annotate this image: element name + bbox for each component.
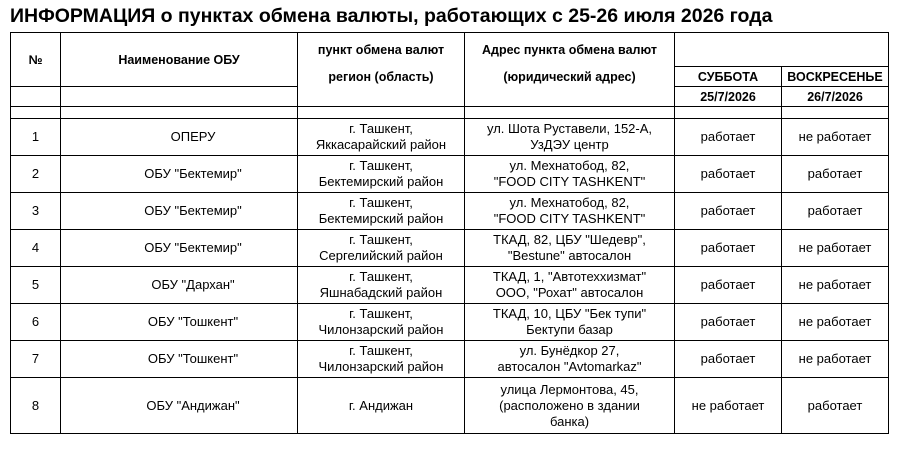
address-cell bbox=[465, 378, 675, 434]
region-cell-line: Бектемирский район bbox=[318, 174, 444, 189]
header-region-line2: регион (область) bbox=[298, 67, 465, 87]
sunday-status: работает bbox=[782, 378, 889, 434]
region-cell bbox=[298, 230, 465, 267]
row-number: 4 bbox=[11, 230, 61, 267]
saturday-status: работает bbox=[675, 267, 782, 304]
saturday-status: не работает bbox=[675, 378, 782, 434]
address-cell-line: "FOOD CITY TASHKENT" bbox=[493, 211, 646, 226]
header-region-line1: пункт обмена валют bbox=[298, 33, 465, 67]
region-cell-line: Яккасарайский район bbox=[315, 137, 447, 152]
spacer-cell bbox=[61, 107, 298, 119]
header-sunday: ВОСКРЕСЕНЬЕ bbox=[782, 67, 889, 87]
header-name: Наименование ОБУ bbox=[61, 33, 298, 87]
table-row bbox=[11, 267, 889, 304]
region-cell bbox=[298, 341, 465, 378]
spacer-cell bbox=[11, 107, 61, 119]
address-cell-line: ул. Мехнатобод, 82, bbox=[509, 195, 630, 210]
header-name-blank bbox=[61, 87, 298, 107]
address-cell-line: ул. Мехнатобод, 82, bbox=[509, 158, 630, 173]
address-cell-line: ООО, "Рохат" автосалон bbox=[495, 285, 644, 300]
region-cell-line: г. Ташкент, bbox=[349, 121, 413, 136]
row-number: 5 bbox=[11, 267, 61, 304]
header-saturday: СУББОТА bbox=[675, 67, 782, 87]
region-cell-line: Яшнабадский район bbox=[319, 285, 443, 300]
row-number: 7 bbox=[11, 341, 61, 378]
address-cell-line: ул. Шота Руставели, 152-А, bbox=[486, 121, 653, 136]
saturday-status: работает bbox=[675, 119, 782, 156]
row-number: 1 bbox=[11, 119, 61, 156]
address-cell bbox=[465, 230, 675, 267]
address-cell-line: банка) bbox=[549, 413, 590, 429]
address-cell-line: ул. Бунёдкор 27, bbox=[519, 343, 620, 358]
row-number: 8 bbox=[11, 378, 61, 434]
header-sunday-date: 26/7/2026 bbox=[782, 87, 889, 107]
address-cell bbox=[465, 119, 675, 156]
address-cell-line: "Bestune" автосалон bbox=[507, 248, 632, 263]
region-cell-line: Чилонзарский район bbox=[318, 322, 444, 337]
branch-name: ОБУ "Дархан" bbox=[61, 267, 298, 304]
spacer-cell bbox=[782, 107, 889, 119]
table-row bbox=[11, 119, 889, 156]
row-number: 6 bbox=[11, 304, 61, 341]
header-address-line1: Адрес пункта обмена валют bbox=[465, 33, 675, 67]
table-row bbox=[11, 193, 889, 230]
saturday-status: работает bbox=[675, 341, 782, 378]
spacer-cell bbox=[465, 107, 675, 119]
address-cell bbox=[465, 193, 675, 230]
region-cell bbox=[298, 119, 465, 156]
branch-name: ОБУ "Бектемир" bbox=[61, 156, 298, 193]
row-number: 2 bbox=[11, 156, 61, 193]
table-row bbox=[11, 230, 889, 267]
address-cell bbox=[465, 267, 675, 304]
address-cell bbox=[465, 341, 675, 378]
region-cell-line: Сергелийский район bbox=[319, 248, 443, 263]
sunday-status: работает bbox=[782, 156, 889, 193]
address-cell-line: улица Лермонтова, 45, bbox=[500, 381, 639, 397]
address-cell bbox=[465, 304, 675, 341]
branch-name: ОПЕРУ bbox=[61, 119, 298, 156]
address-cell-line: Бектупи базар bbox=[526, 322, 613, 337]
region-cell bbox=[298, 304, 465, 341]
region-cell-line: Чилонзарский район bbox=[318, 359, 444, 374]
header-address-line2: (юридический адрес) bbox=[465, 67, 675, 87]
address-cell bbox=[465, 156, 675, 193]
branch-name: ОБУ "Бектемир" bbox=[61, 230, 298, 267]
table-row bbox=[11, 156, 889, 193]
saturday-status: работает bbox=[675, 230, 782, 267]
region-cell-line: Бектемирский район bbox=[318, 211, 444, 226]
sunday-status: работает bbox=[782, 193, 889, 230]
table-body bbox=[11, 119, 889, 434]
address-cell-line: ТКАД, 1, "Автотеххизмат" bbox=[492, 269, 647, 284]
exchange-points-table bbox=[10, 32, 889, 434]
branch-name: ОБУ "Бектемир" bbox=[61, 193, 298, 230]
region-cell-line: г. Ташкент, bbox=[349, 158, 413, 173]
table-row bbox=[11, 304, 889, 341]
region-cell bbox=[298, 156, 465, 193]
row-number: 3 bbox=[11, 193, 61, 230]
sunday-status: не работает bbox=[782, 119, 889, 156]
saturday-status: работает bbox=[675, 156, 782, 193]
region-cell-line: г. Ташкент, bbox=[349, 269, 413, 284]
address-cell-line: (расположено в здании bbox=[499, 397, 640, 413]
spacer-cell bbox=[675, 107, 782, 119]
region-cell-line: г. Ташкент, bbox=[349, 195, 413, 210]
address-cell-line: автосалон "Avtomarkaz" bbox=[497, 359, 642, 374]
table-row bbox=[11, 378, 889, 434]
sunday-status: не работает bbox=[782, 341, 889, 378]
header-saturday-date: 25/7/2026 bbox=[675, 87, 782, 107]
region-cell-line: г. Андижан bbox=[348, 397, 414, 413]
address-cell-line: ТКАД, 82, ЦБУ "Шедевр", bbox=[493, 232, 646, 247]
region-cell bbox=[298, 267, 465, 304]
page-title: ИНФОРМАЦИЯ о пунктах обмена валюты, работающих с 25-26 июля 2026 года bbox=[10, 5, 773, 27]
address-cell-line: "FOOD CITY TASHKENT" bbox=[493, 174, 646, 189]
header-days-spacer bbox=[675, 33, 889, 67]
sunday-status: не работает bbox=[782, 230, 889, 267]
region-cell bbox=[298, 193, 465, 230]
sunday-status: не работает bbox=[782, 267, 889, 304]
region-cell-line: г. Ташкент, bbox=[349, 232, 413, 247]
branch-name: ОБУ "Тошкент" bbox=[61, 341, 298, 378]
header-region-blank bbox=[298, 87, 465, 107]
sunday-status: не работает bbox=[782, 304, 889, 341]
address-cell-line: ТКАД, 10, ЦБУ "Бек тупи" bbox=[492, 306, 647, 321]
header-num: № bbox=[11, 33, 61, 87]
spacer-cell bbox=[298, 107, 465, 119]
saturday-status: работает bbox=[675, 304, 782, 341]
saturday-status: работает bbox=[675, 193, 782, 230]
header-address-blank bbox=[465, 87, 675, 107]
region-cell-line: г. Ташкент, bbox=[349, 343, 413, 358]
region-cell bbox=[298, 378, 465, 434]
address-cell-line: УзДЭУ центр bbox=[530, 137, 609, 152]
branch-name: ОБУ "Андижан" bbox=[61, 378, 298, 434]
header-num-blank bbox=[11, 87, 61, 107]
branch-name: ОБУ "Тошкент" bbox=[61, 304, 298, 341]
table-row bbox=[11, 341, 889, 378]
region-cell-line: г. Ташкент, bbox=[349, 306, 413, 321]
